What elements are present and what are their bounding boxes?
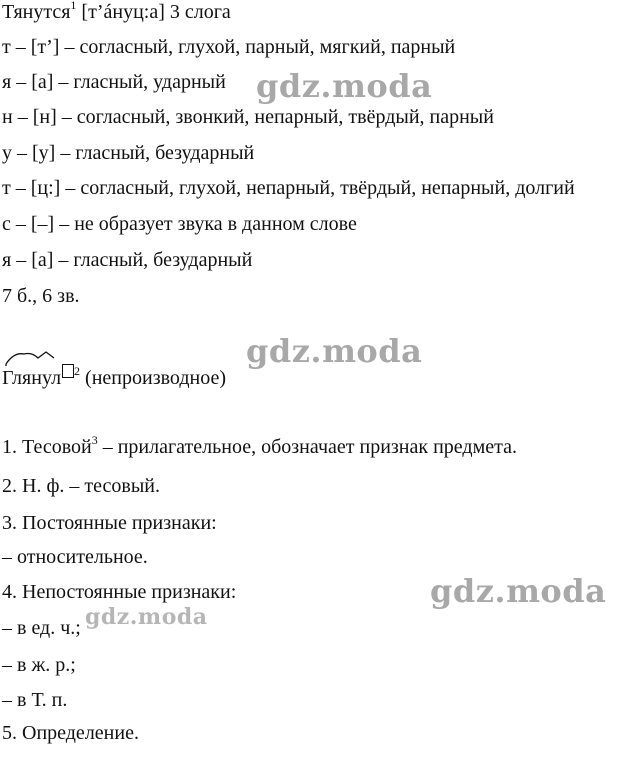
morphemic-line bbox=[2, 364, 226, 388]
task-number: 2 bbox=[74, 364, 81, 378]
word-note: (непроизводное) bbox=[85, 367, 226, 389]
phonetic-row: с – [–] – не образует звука в данном слове bbox=[2, 213, 357, 235]
phonetic-row: т – [т’] – согласный, глухой, парный, мягкий, парный bbox=[2, 36, 456, 58]
task-number: 1 bbox=[70, 0, 77, 12]
zero-ending-icon bbox=[62, 364, 74, 378]
watermark: gdz.moda bbox=[85, 604, 208, 630]
morph-item: – в ед. ч.; bbox=[2, 617, 81, 639]
analysed-word: Тянутся bbox=[2, 1, 71, 23]
root-arc-icon bbox=[2, 350, 66, 366]
morph-item: 2. Н. ф. – тесовый. bbox=[2, 475, 160, 497]
phonetic-row: н – [н] – согласный, звонкий, непарный, твёрдый, парный bbox=[2, 106, 494, 128]
phonetic-row: я – [а] – гласный, ударный bbox=[2, 71, 226, 93]
morphemic-word: Глянул bbox=[2, 364, 74, 388]
morph-item: 3. Постоянные признаки: bbox=[2, 512, 217, 534]
morph-item: – в Т. п. bbox=[2, 689, 68, 711]
watermark: gdz.moda bbox=[430, 572, 607, 610]
morph-item: – в ж. р.; bbox=[2, 654, 76, 676]
phonetic-row: я – [а] – гласный, безударный bbox=[2, 249, 253, 271]
phonetic-summary: 7 б., 6 зв. bbox=[2, 285, 80, 307]
morph-item: 1. Тесовой$^3$ – прилагательное, обозначает признак предмета. bbox=[2, 433, 517, 458]
morph-item: 4. Непостоянные признаки: bbox=[2, 581, 237, 603]
phonetic-header bbox=[2, 2, 231, 22]
morph-item: 5. Определение. bbox=[2, 722, 139, 744]
transcription: [т’áнуц:а] 3 слога bbox=[81, 1, 231, 23]
watermark: gdz.moda bbox=[256, 67, 433, 105]
phonetic-row: т – [ц:] – согласный, глухой, непарный, твёрдый, непарный, долгий bbox=[2, 177, 575, 199]
watermark: gdz.moda bbox=[246, 332, 423, 370]
phonetic-row: у – [у] – гласный, безударный bbox=[2, 142, 255, 164]
morph-item: – относительное. bbox=[2, 546, 148, 568]
